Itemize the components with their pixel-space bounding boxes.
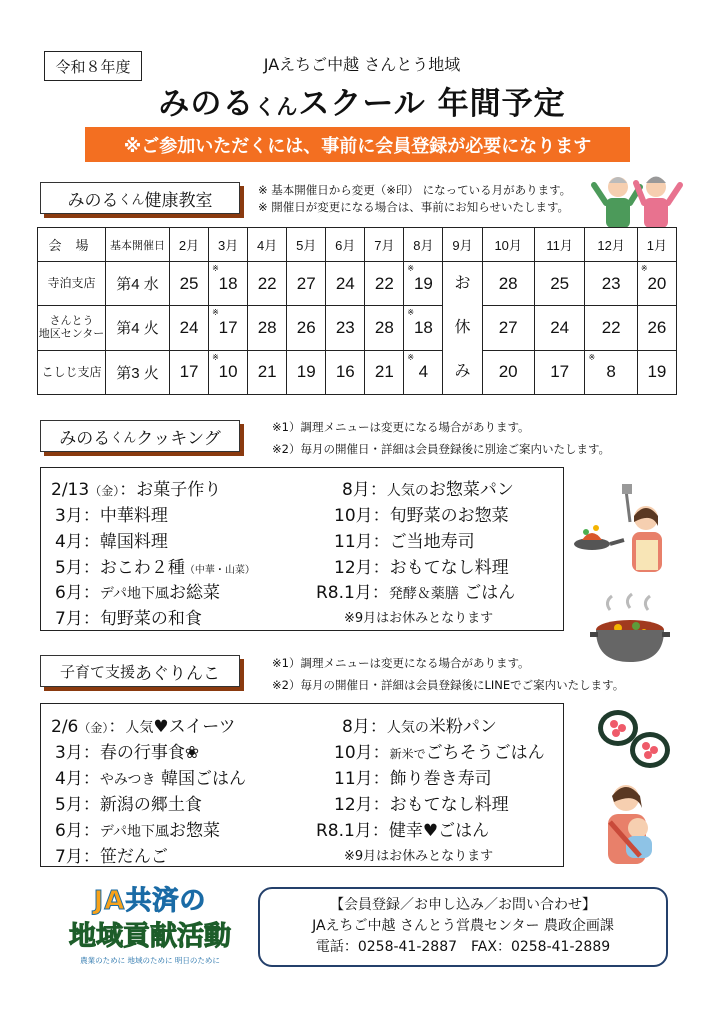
menu-item: 7月：旬野菜の和食 xyxy=(55,609,202,629)
menu-item: 3月：春の行事食❀ xyxy=(55,743,200,763)
month-header: 10月 xyxy=(482,228,534,262)
basic-day-cell: 第4 火 xyxy=(106,306,170,350)
basic-day-cell: 第3 火 xyxy=(106,350,170,394)
day-value: 28 xyxy=(374,317,394,337)
table-row xyxy=(38,262,677,306)
day-value: 24 xyxy=(179,317,199,337)
venue-cell xyxy=(38,306,106,350)
day-cell xyxy=(287,262,326,306)
day-cell xyxy=(170,306,209,350)
day-cell xyxy=(637,350,676,394)
menu-detail: デパ地下風 xyxy=(99,824,169,840)
cooking-section-title xyxy=(40,420,240,452)
day-cell xyxy=(326,350,365,394)
day-cell xyxy=(365,306,404,350)
menu-note: ※9月はお休みとなります xyxy=(344,849,494,864)
title-part: みのる xyxy=(158,86,255,122)
menu-detail: 人気の xyxy=(386,720,429,736)
menu-detail: 新米で xyxy=(389,747,426,761)
contact-office: JAえちご中越 さんとう営農センター 農政企画課 xyxy=(312,918,614,934)
day-cell xyxy=(248,262,287,306)
menu-title: ごちそうごはん xyxy=(425,743,545,763)
menu-item: 11月：飾り巻き寿司 xyxy=(334,769,492,789)
contact-phone: 電話：0258-41-2887 FAX：0258-41-2889 xyxy=(315,939,611,955)
day-value: 27 xyxy=(498,317,518,337)
contact-heading: 【会員登録／お申し込み／お問い合わせ】 xyxy=(330,897,596,913)
mother-with-baby-illustration xyxy=(596,778,666,868)
day-value: 19 xyxy=(413,273,433,293)
day-value: 27 xyxy=(296,273,316,293)
day-cell xyxy=(534,306,585,350)
health-schedule-table xyxy=(37,227,677,395)
menu-title: ごはん xyxy=(458,583,516,603)
month-header: 7月 xyxy=(365,228,404,262)
day-value: 23 xyxy=(335,317,355,337)
month-header: 2月 xyxy=(170,228,209,262)
day-cell xyxy=(637,262,676,306)
day-value: 25 xyxy=(179,273,199,293)
closed-char: 休 xyxy=(454,319,471,336)
day-value: 28 xyxy=(498,273,518,293)
month-header: 11月 xyxy=(534,228,585,262)
day-value: 19 xyxy=(647,362,667,382)
title-part-small: 子育て支援 xyxy=(59,662,135,681)
day-cell xyxy=(170,350,209,394)
day-value: 18 xyxy=(413,317,433,337)
menu-item: 12月：おもてなし料理 xyxy=(334,795,509,815)
organization-name: JAえちご中越 さんとう地域 xyxy=(263,55,461,74)
day-cell xyxy=(404,350,443,394)
menu-title: お総菜 xyxy=(169,583,220,603)
health-notes xyxy=(258,182,571,216)
menu-date: 2/6 xyxy=(51,717,79,737)
closed-char: お xyxy=(454,275,471,292)
day-cell xyxy=(482,350,534,394)
menu-month: 8月： xyxy=(342,480,387,500)
title-part-small: くん xyxy=(110,430,137,446)
title-part: スクール 年間予定 xyxy=(298,86,566,122)
menu-title: 5月：おこわ２種 xyxy=(55,558,185,578)
change-mark: ※ xyxy=(407,308,415,318)
childcare-note: ※2）毎月の開催日・詳細は会員登録後にLINEでご案内いたします。 xyxy=(272,678,625,692)
change-mark: ※ xyxy=(407,264,415,273)
day-value: 22 xyxy=(601,317,621,337)
day-cell xyxy=(287,350,326,394)
menu-weekday: （金） xyxy=(89,484,120,498)
table-header-row xyxy=(38,228,677,262)
health-section-title xyxy=(40,182,240,214)
cooking-notes xyxy=(272,416,610,460)
day-value: 10 xyxy=(218,362,238,382)
cooking-note: ※1）調理メニューは変更になる場合があります。 xyxy=(272,420,530,434)
exercising-seniors-illustration xyxy=(588,165,688,235)
day-value: 21 xyxy=(374,362,394,382)
menu-item: 5月：新潟の郷土食 xyxy=(55,795,202,815)
day-value: 16 xyxy=(335,362,355,382)
change-mark: ※ xyxy=(212,308,219,318)
menu-item xyxy=(342,712,497,737)
menu-month: 4月： xyxy=(55,769,100,789)
change-mark: ※ xyxy=(588,352,596,362)
venue-cell: 寺泊支店 xyxy=(38,262,106,306)
month-header: 8月 xyxy=(404,228,443,262)
month-header: 4月 xyxy=(248,228,287,262)
day-cell xyxy=(534,350,585,394)
title-part-small: くん xyxy=(254,95,299,119)
health-note: ※ 開催日が変更になる場合は、事前にお知らせいたします。 xyxy=(258,200,570,214)
childcare-note: ※1）調理メニューは変更になる場合があります。 xyxy=(272,656,530,670)
title-part-small: くん xyxy=(118,192,145,208)
day-cell xyxy=(404,262,443,306)
month-header: 3月 xyxy=(209,228,248,262)
day-value: 26 xyxy=(296,317,316,337)
day-cell xyxy=(585,262,637,306)
day-value: 4 xyxy=(418,362,429,382)
day-cell xyxy=(404,306,443,350)
day-value: 8 xyxy=(606,362,616,382)
menu-item xyxy=(55,764,246,789)
month-header: 6月 xyxy=(326,228,365,262)
change-mark: ※ xyxy=(640,264,648,273)
menu-item xyxy=(51,712,236,737)
day-value: 21 xyxy=(257,362,277,382)
month-header: 12月 xyxy=(585,228,637,262)
menu-month: 10月： xyxy=(334,743,390,763)
menu-date: 2/13 xyxy=(51,480,90,500)
day-value: 20 xyxy=(647,273,667,293)
menu-sep: ： xyxy=(108,717,126,737)
menu-item: 3月：中華料理 xyxy=(55,506,168,526)
month-header: 1月 xyxy=(637,228,676,262)
day-cell xyxy=(248,306,287,350)
childcare-notes xyxy=(272,652,624,696)
closed-char: み xyxy=(454,363,471,380)
menu-item: R8.1月：健幸♥ごはん xyxy=(316,821,490,841)
title-part: みのる xyxy=(67,190,119,211)
menu-title: ：お菓子作り xyxy=(119,480,222,500)
day-cell xyxy=(209,306,248,350)
day-value: 24 xyxy=(335,273,355,293)
change-mark: ※ xyxy=(407,352,415,362)
menu-title: ♥スイーツ xyxy=(153,717,236,737)
title-part: あぐりんこ xyxy=(135,663,220,684)
menu-item: 11月：ご当地寿司 xyxy=(334,532,475,552)
day-cell xyxy=(365,350,404,394)
menu-item xyxy=(55,553,255,578)
day-value: 19 xyxy=(296,362,316,382)
day-value: 20 xyxy=(498,362,518,382)
menu-month: 8月： xyxy=(342,717,387,737)
day-cell xyxy=(248,350,287,394)
month-header: 5月 xyxy=(287,228,326,262)
menu-item: 10月：旬野菜のお惣菜 xyxy=(334,506,509,526)
day-cell xyxy=(482,262,534,306)
menu-detail: 人気の xyxy=(386,483,429,499)
menu-weekday: （金） xyxy=(78,721,109,735)
menu-title: 韓国ごはん xyxy=(155,769,246,789)
day-value: 22 xyxy=(374,273,394,293)
day-value: 18 xyxy=(218,273,238,293)
table-row xyxy=(38,350,677,394)
day-cell xyxy=(534,262,585,306)
day-value: 17 xyxy=(218,317,238,337)
ja-kyosai-logo-line2: 地域貢献活動 xyxy=(69,921,231,952)
day-cell xyxy=(365,262,404,306)
title-part: クッキング xyxy=(136,428,221,449)
menu-title: お惣菜 xyxy=(169,821,220,841)
day-value: 22 xyxy=(257,273,277,293)
day-cell xyxy=(326,262,365,306)
day-cell xyxy=(585,350,637,394)
contact-box xyxy=(258,887,668,967)
change-mark: ※ xyxy=(212,352,219,362)
menu-month: 6月： xyxy=(55,821,100,841)
basic-day-header: 基本開催日 xyxy=(106,228,170,262)
table-row xyxy=(38,306,677,350)
day-value: 26 xyxy=(647,317,667,337)
menu-item xyxy=(334,738,545,763)
day-value: 23 xyxy=(601,273,621,293)
venue-header: 会場 xyxy=(38,228,106,262)
menu-detail: やみつき xyxy=(99,772,156,788)
menu-item xyxy=(342,475,514,500)
september-closed-cell xyxy=(443,262,482,395)
menu-title: お惣菜パン xyxy=(428,480,514,500)
menu-item xyxy=(55,816,220,841)
day-cell xyxy=(482,306,534,350)
day-cell xyxy=(287,306,326,350)
menu-detail: 人気 xyxy=(125,720,154,736)
health-note: ※ 基本開催日から変更（※印） になっている月があります。 xyxy=(258,183,572,197)
menu-item: 7月：笹だんご xyxy=(55,847,168,867)
sushi-rolls-illustration xyxy=(596,706,676,772)
menu-detail: （中華・山菜） xyxy=(184,565,255,576)
day-value: 25 xyxy=(550,273,570,293)
day-cell xyxy=(585,306,637,350)
menu-item xyxy=(316,578,515,603)
page-title xyxy=(0,78,724,123)
cooking-menu-box xyxy=(40,467,564,631)
menu-item xyxy=(51,475,221,500)
childcare-section-title xyxy=(40,655,240,687)
day-value: 17 xyxy=(179,362,199,382)
menu-item xyxy=(55,578,220,603)
venue-line: 地区センター xyxy=(38,327,105,340)
menu-item: 12月：おもてなし料理 xyxy=(334,558,509,578)
day-cell xyxy=(209,350,248,394)
menu-note: ※9月はお休みとなります xyxy=(344,611,494,626)
change-mark: ※ xyxy=(212,264,219,273)
cooking-note: ※2）毎月の開催日・詳細は会員登録後に別途ご案内いたします。 xyxy=(272,442,611,456)
venue-cell: こしじ支店 xyxy=(38,350,106,394)
day-value: 17 xyxy=(550,362,570,382)
title-part: 健康教室 xyxy=(144,190,213,211)
day-value: 28 xyxy=(257,317,277,337)
ja-kyosai-tagline: 農業のために 地域のために 明日のために xyxy=(80,956,220,965)
month-header: 9月 xyxy=(443,228,482,262)
day-cell xyxy=(637,306,676,350)
menu-detail: 発酵＆薬膳 xyxy=(388,586,459,602)
menu-detail: デパ地下風 xyxy=(99,586,169,602)
childcare-menu-box xyxy=(40,703,564,867)
day-cell xyxy=(209,262,248,306)
day-value: 24 xyxy=(550,317,570,337)
day-cell xyxy=(170,262,209,306)
cooking-woman-illustration xyxy=(572,482,672,582)
title-part: みのる xyxy=(59,428,111,449)
menu-title: 米粉パン xyxy=(428,717,497,737)
fiscal-year-badge: 令和８年度 xyxy=(44,51,142,81)
menu-item: 4月：韓国料理 xyxy=(55,532,168,552)
ja-kyosai-logo-line1: JA共済の xyxy=(93,886,207,916)
menu-month: 6月： xyxy=(55,583,100,603)
day-cell xyxy=(326,306,365,350)
menu-month: R8.1月： xyxy=(316,583,389,603)
basic-day-cell: 第4 水 xyxy=(106,262,170,306)
registration-banner: ※ご参加いただくには、事前に会員登録が必要になります xyxy=(85,127,630,162)
venue-line: さんとう xyxy=(49,314,94,327)
